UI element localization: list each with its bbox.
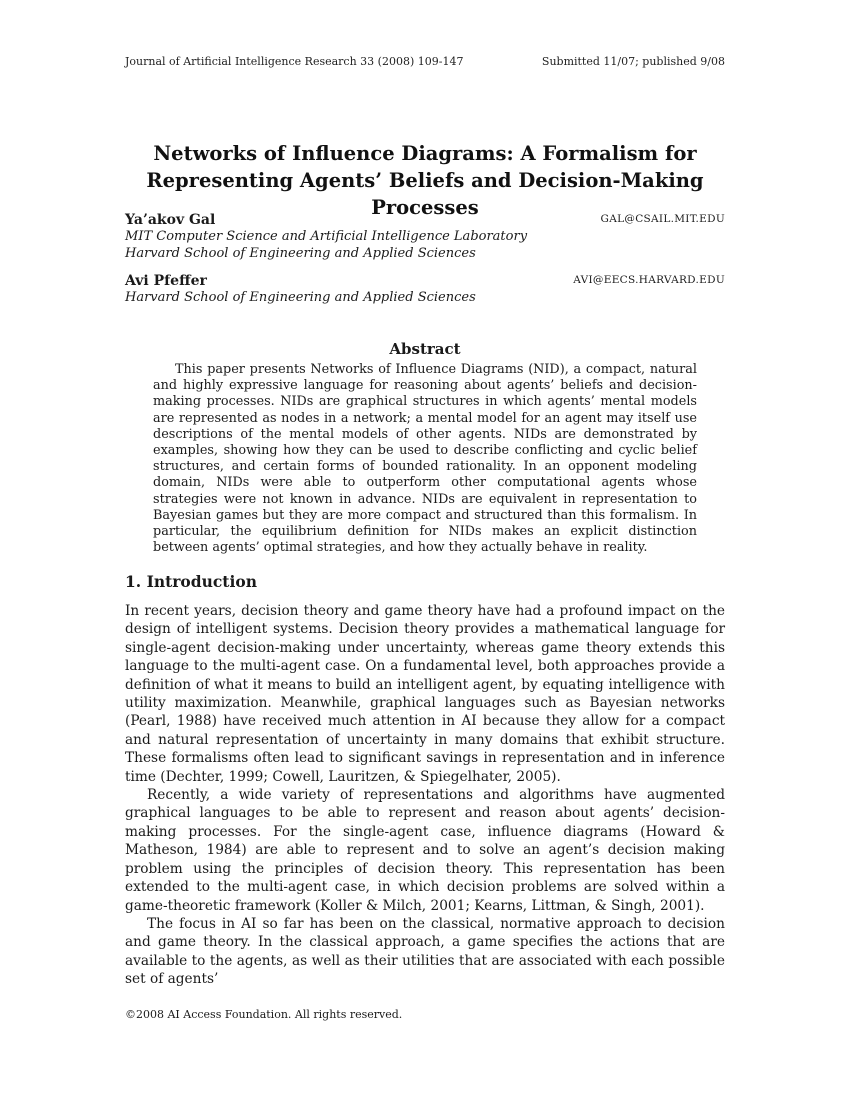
paragraph: The focus in AI so far has been on the classical, normative approach to decision and game theory. In the classical approach, a game specifies the actions that are available to the agents, as well as their utilities that are associated with each possible set of agents’ [125, 915, 725, 988]
paragraph: Recently, a wide variety of representations and algorithms have augmented graphical languages to be able to represent and reason about agents’ decision-making processes. For the single-agent case, influence diagrams (Howard & Matheson, 1984) are able to represent and to solve an agent’s decision making problem using the principles of decision theory. This representation has been extended to the multi-agent case, in which decision problems are solved within a game-theoretic framework (Koller & Milch, 2001; Kearns, Littman, & Singh, 2001). [125, 787, 725, 914]
author-affiliation: Harvard School of Engineering and Applied Sciences [125, 290, 476, 305]
section-heading: 1. Introduction [125, 572, 257, 591]
title-line-2: Representing Agents’ Beliefs and Decision-Making Processes [146, 169, 704, 219]
author-affiliation: MIT Computer Science and Artificial Intelligence Laboratory [125, 229, 528, 244]
copyright-footnote: ©2008 AI Access Foundation. All rights reserved. [125, 1008, 403, 1021]
submission-dates: Submitted 11/07; published 9/08 [541, 55, 725, 68]
abstract-text: This paper presents Networks of Influence Diagrams (NID), a compact, natural and highly expressive language for reasoning about agents’ beliefs and decision-making processes. NIDs are graphical structures in which agents’ mental models are represented as nodes in a network; a mental model for an agent may itself use descriptions of the mental models of other agents. NIDs are demonstrated by examples, showing how they can be used to describe conflicting and cyclic belief structures, and certain forms of bounded rationality. In an opponent modeling domain, NIDs were able to outperform other computational agents whose strategies were not known in advance. NIDs are equivalent in representation to Bayesian games but they are more compact and structured than this formalism. In particular, the equilibrium definition for NIDs makes an explicit distinction between agents’ optimal strategies, and how they actually behave in reality. [153, 362, 697, 556]
author-2 [125, 273, 725, 307]
section-body [125, 602, 725, 989]
author-email: GAL@CSAIL.MIT.EDU [600, 213, 725, 225]
author-name: Avi Pfeffer [125, 273, 207, 289]
title-line-1: Networks of Influence Diagrams: A Formalism for [153, 142, 697, 165]
paper-title [100, 140, 750, 221]
author-1 [125, 212, 725, 262]
abstract-heading: Abstract [389, 340, 461, 358]
author-email: AVI@EECS.HARVARD.EDU [573, 274, 725, 286]
journal-citation: Journal of Artificial Intelligence Research 33 (2008) 109-147 [125, 55, 464, 68]
paragraph: In recent years, decision theory and game theory have had a profound impact on the design of intelligent systems. Decision theory provides a mathematical language for single-agent decision-making under uncertainty, whereas game theory extends this language to the multi-agent case. On a fundamental level, both approaches provide a definition of what it means to build an intelligent agent, by equating intelligence with utility maximization. Meanwhile, graphical languages such as Bayesian networks (Pearl, 1988) have received much attention in AI because they allow for a compact and natural representation of uncertainty in many domains that exhibit structure. These formalisms often lead to significant savings in representation and in inference time (Dechter, 1999; Cowell, Lauritzen, & Spiegelhater, 2005). [125, 603, 725, 785]
author-name: Ya’akov Gal [125, 212, 216, 228]
author-affiliation: Harvard School of Engineering and Applied Sciences [125, 245, 476, 261]
